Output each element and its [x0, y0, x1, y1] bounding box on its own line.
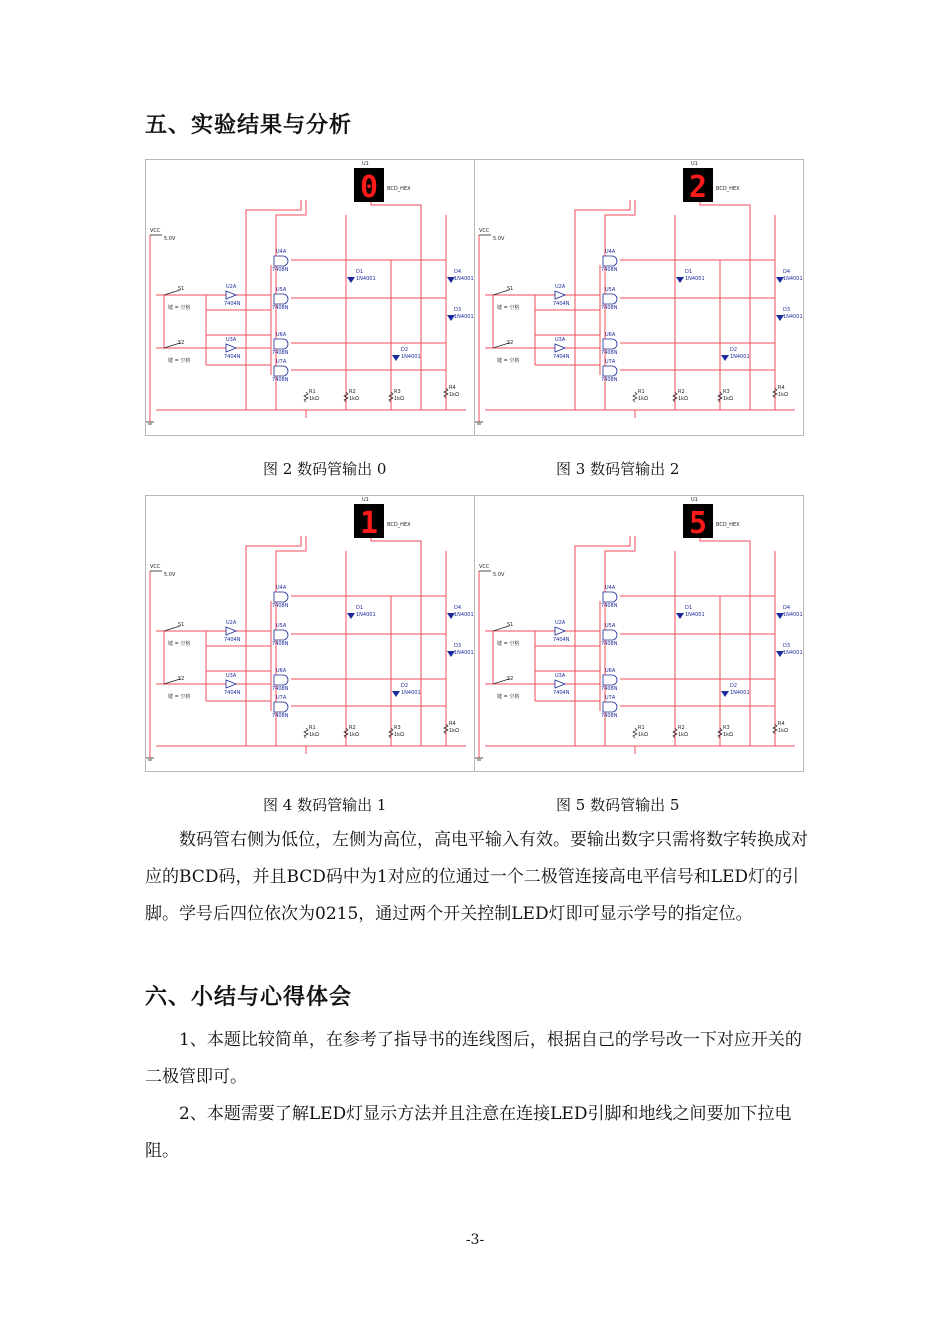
- label-d1: D1: [356, 269, 364, 275]
- label-bcd: BCD_HEX: [387, 186, 411, 192]
- label-and-3: 7408N: [601, 686, 618, 692]
- label-r3: R3: [723, 389, 730, 395]
- figure-2-caption: 图 2 数码管输出 0: [263, 460, 387, 478]
- label-diode-3: 1N4001: [783, 314, 803, 320]
- label-res-2: 1kΩ: [349, 732, 359, 738]
- label-u7a: U7A: [276, 695, 287, 701]
- label-s1: S1: [178, 286, 185, 292]
- label-d1: D1: [356, 605, 364, 611]
- label-res-4: 1kΩ: [778, 392, 788, 398]
- figure-4-caption: 图 4 数码管输出 1: [263, 796, 387, 814]
- analysis-paragraph: [145, 822, 811, 933]
- label-d2: D2: [730, 347, 738, 353]
- label-inv-2: 7404N: [553, 690, 570, 696]
- label-diode-1: 1N4001: [356, 612, 376, 618]
- label-res-2: 1kΩ: [678, 396, 688, 402]
- label-diode-3: 1N4001: [783, 650, 803, 656]
- label-r1: R1: [638, 725, 645, 731]
- label-inv-2: 7404N: [553, 354, 570, 360]
- label-res-4: 1kΩ: [778, 728, 788, 734]
- figure-4: [145, 495, 475, 772]
- label-d3: D3: [783, 307, 791, 313]
- label-diode-1: 1N4001: [685, 612, 705, 618]
- label-u5a: U5A: [276, 287, 287, 293]
- label-u6a: U6A: [605, 668, 616, 674]
- label-d2: D2: [401, 683, 409, 689]
- label-u6a: U6A: [276, 332, 287, 338]
- label-key-2: 键 = 空格: [168, 358, 191, 364]
- page-number: -3-: [465, 1232, 485, 1248]
- label-u6a: U6A: [276, 668, 287, 674]
- label-vcc-value: 5.0V: [493, 236, 505, 242]
- label-u4a: U4A: [276, 249, 287, 255]
- label-diode-2: 1N4001: [401, 690, 421, 696]
- label-inv-1: 7404N: [553, 637, 570, 643]
- label-res-1: 1kΩ: [638, 732, 648, 738]
- label-diode-4: 1N4001: [783, 276, 803, 282]
- label-and-1: 7408N: [601, 603, 618, 609]
- label-inv-2: 7404N: [224, 690, 241, 696]
- label-u3a: U3A: [226, 673, 237, 679]
- label-u1: U1: [362, 161, 369, 167]
- display-digit: 1: [359, 506, 379, 541]
- label-vcc: VCC: [479, 564, 490, 570]
- label-u2a: U2A: [555, 284, 566, 290]
- figure-5-caption: 图 5 数码管输出 5: [556, 796, 680, 814]
- label-res-1: 1kΩ: [309, 396, 319, 402]
- label-s2: S2: [507, 676, 514, 682]
- label-d4: D4: [783, 605, 791, 611]
- figure-3-caption: 图 3 数码管输出 2: [556, 460, 680, 478]
- display-digit: 0: [359, 170, 379, 205]
- label-diode-2: 1N4001: [730, 690, 750, 696]
- label-r4: R4: [778, 385, 785, 391]
- label-u3a: U3A: [555, 673, 566, 679]
- circuit-schematic: [146, 160, 474, 435]
- label-and-3: 7408N: [601, 350, 618, 356]
- label-res-1: 1kΩ: [638, 396, 648, 402]
- label-key-1: 键 = 空格: [168, 641, 191, 647]
- label-diode-2: 1N4001: [730, 354, 750, 360]
- label-r3: R3: [394, 725, 401, 731]
- label-r2: R2: [678, 725, 685, 731]
- label-and-3: 7408N: [272, 350, 289, 356]
- section-6-heading: 六、小结与心得体会: [145, 985, 353, 1010]
- summary-list: [145, 1022, 811, 1170]
- label-res-1: 1kΩ: [309, 732, 319, 738]
- label-key-1: 键 = 空格: [497, 305, 520, 311]
- label-u5a: U5A: [276, 623, 287, 629]
- label-key-1: 键 = 空格: [497, 641, 520, 647]
- label-d1: D1: [685, 269, 693, 275]
- label-u1: U1: [691, 161, 698, 167]
- label-r4: R4: [449, 385, 456, 391]
- label-res-3: 1kΩ: [723, 396, 733, 402]
- label-u2a: U2A: [226, 620, 237, 626]
- analysis-text: 数码管右侧为低位，左侧为高位，高电平输入有效。要输出数字只需将数字转换成对应的BCD码，并且BCD码中为1对应的位通过一个二极管连接高电平信号和LED灯的引脚。学号后四位依次为0215，通过两个开关控制LED灯即可显示学号的指定位。: [145, 830, 808, 924]
- label-r4: R4: [449, 721, 456, 727]
- label-res-4: 1kΩ: [449, 392, 459, 398]
- figure-2: [145, 159, 475, 436]
- label-inv-1: 7404N: [224, 301, 241, 307]
- label-r4: R4: [778, 721, 785, 727]
- label-and-1: 7408N: [601, 267, 618, 273]
- label-inv-1: 7404N: [553, 301, 570, 307]
- label-and-4: 7408N: [272, 377, 289, 383]
- label-diode-2: 1N4001: [401, 354, 421, 360]
- label-and-1: 7408N: [272, 267, 289, 273]
- label-u1: U1: [362, 497, 369, 503]
- label-d3: D3: [454, 643, 462, 649]
- label-u3a: U3A: [555, 337, 566, 343]
- label-r3: R3: [394, 389, 401, 395]
- label-u2a: U2A: [555, 620, 566, 626]
- label-u5a: U5A: [605, 623, 616, 629]
- label-diode-4: 1N4001: [454, 276, 474, 282]
- label-diode-4: 1N4001: [454, 612, 474, 618]
- label-d4: D4: [454, 269, 462, 275]
- label-u5a: U5A: [605, 287, 616, 293]
- label-d4: D4: [454, 605, 462, 611]
- label-bcd: BCD_HEX: [716, 186, 740, 192]
- label-res-3: 1kΩ: [394, 396, 404, 402]
- label-r2: R2: [349, 389, 356, 395]
- circuit-schematic: [146, 496, 474, 771]
- label-and-1: 7408N: [272, 603, 289, 609]
- label-key-1: 键 = 空格: [168, 305, 191, 311]
- label-diode-4: 1N4001: [783, 612, 803, 618]
- label-s2: S2: [178, 676, 185, 682]
- label-d2: D2: [401, 347, 409, 353]
- label-d3: D3: [454, 307, 462, 313]
- label-inv-2: 7404N: [224, 354, 241, 360]
- section-5-heading: 五、实验结果与分析: [145, 113, 353, 138]
- figure-5: [474, 495, 804, 772]
- label-diode-3: 1N4001: [454, 314, 474, 320]
- label-r1: R1: [638, 389, 645, 395]
- label-and-2: 7408N: [272, 305, 289, 311]
- summary-item-2: 2、本题需要了解LED灯显示方法并且注意在连接LED引脚和地线之间要加下拉电阻。: [145, 1104, 792, 1161]
- figure-3: [474, 159, 804, 436]
- label-and-3: 7408N: [272, 686, 289, 692]
- label-d3: D3: [783, 643, 791, 649]
- label-r1: R1: [309, 725, 316, 731]
- label-vcc-value: 5.0V: [164, 572, 176, 578]
- label-s2: S2: [507, 340, 514, 346]
- label-diode-3: 1N4001: [454, 650, 474, 656]
- label-r3: R3: [723, 725, 730, 731]
- label-diode-1: 1N4001: [356, 276, 376, 282]
- label-vcc-value: 5.0V: [493, 572, 505, 578]
- label-r2: R2: [349, 725, 356, 731]
- label-s1: S1: [178, 622, 185, 628]
- label-res-4: 1kΩ: [449, 728, 459, 734]
- label-vcc-value: 5.0V: [164, 236, 176, 242]
- display-digit: 2: [688, 170, 708, 205]
- label-and-4: 7408N: [601, 377, 618, 383]
- label-bcd: BCD_HEX: [716, 522, 740, 528]
- label-u4a: U4A: [605, 249, 616, 255]
- label-res-3: 1kΩ: [394, 732, 404, 738]
- label-bcd: BCD_HEX: [387, 522, 411, 528]
- label-s1: S1: [507, 286, 514, 292]
- label-u4a: U4A: [276, 585, 287, 591]
- label-s2: S2: [178, 340, 185, 346]
- label-and-4: 7408N: [272, 713, 289, 719]
- label-r2: R2: [678, 389, 685, 395]
- label-res-3: 1kΩ: [723, 732, 733, 738]
- label-and-4: 7408N: [601, 713, 618, 719]
- label-vcc: VCC: [150, 228, 161, 234]
- label-u7a: U7A: [605, 359, 616, 365]
- label-u7a: U7A: [276, 359, 287, 365]
- label-u1: U1: [691, 497, 698, 503]
- label-d4: D4: [783, 269, 791, 275]
- label-u3a: U3A: [226, 337, 237, 343]
- circuit-schematic: [475, 496, 803, 771]
- display-digit: 5: [688, 506, 708, 541]
- label-vcc: VCC: [150, 564, 161, 570]
- label-u4a: U4A: [605, 585, 616, 591]
- label-vcc: VCC: [479, 228, 490, 234]
- label-u7a: U7A: [605, 695, 616, 701]
- circuit-schematic: [475, 160, 803, 435]
- label-u6a: U6A: [605, 332, 616, 338]
- label-r1: R1: [309, 389, 316, 395]
- label-s1: S1: [507, 622, 514, 628]
- label-diode-1: 1N4001: [685, 276, 705, 282]
- label-and-2: 7408N: [601, 641, 618, 647]
- label-and-2: 7408N: [601, 305, 618, 311]
- label-and-2: 7408N: [272, 641, 289, 647]
- label-key-2: 键 = 空格: [497, 358, 520, 364]
- label-key-2: 键 = 空格: [168, 694, 191, 700]
- label-key-2: 键 = 空格: [497, 694, 520, 700]
- label-res-2: 1kΩ: [678, 732, 688, 738]
- label-u2a: U2A: [226, 284, 237, 290]
- label-d1: D1: [685, 605, 693, 611]
- summary-item-1: 1、本题比较简单，在参考了指导书的连线图后，根据自己的学号改一下对应开关的二极管即可。: [145, 1030, 802, 1087]
- label-d2: D2: [730, 683, 738, 689]
- label-res-2: 1kΩ: [349, 396, 359, 402]
- label-inv-1: 7404N: [224, 637, 241, 643]
